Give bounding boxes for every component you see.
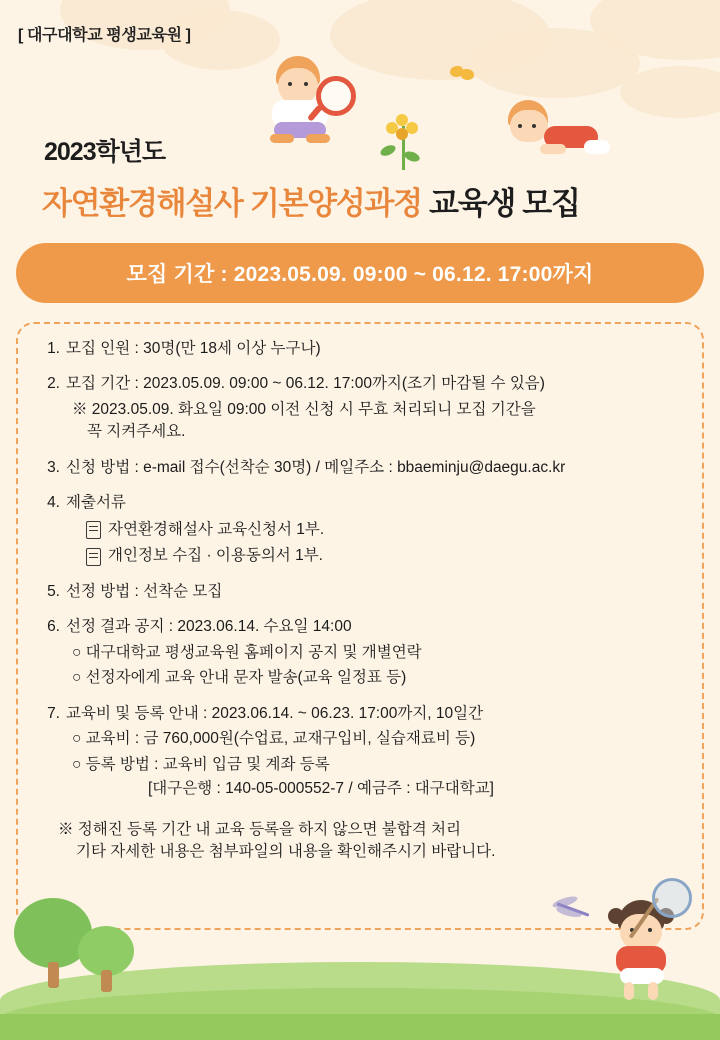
document-icon [86, 548, 101, 566]
eye-icon [304, 82, 308, 86]
document-row [86, 519, 690, 541]
face-icon [278, 68, 318, 104]
leaf-icon [379, 143, 397, 158]
list-item-note: 꼭 지켜주세요. [87, 423, 186, 441]
document-label: 자연환경해설사 교육신청서 1부. [108, 520, 325, 538]
bank-account-info: [대구은행 : 140-05-000552-7 / 예금주 : 대구대학교] [148, 780, 494, 798]
recruit-period-text: 모집 기간 : 2023.05.09. 09:00 ~ 06.12. 17:00까지 [126, 263, 594, 286]
list-item-note: ○ 대구대학교 평생교육원 홈페이지 공지 및 개별연락 [72, 643, 422, 661]
list-item-text: 제출서류 [66, 494, 126, 512]
list-item-note: ○ 등록 방법 : 교육비 입금 및 계좌 등록 [72, 755, 330, 773]
list-item-note: ○ 교육비 : 금 760,000원(수업료, 교재구입비, 실습재료비 등) [72, 730, 476, 748]
list-item-number: 6. [47, 618, 60, 636]
page-title-course: 자연환경해설사 기본양성과정 [42, 186, 422, 221]
list-item-number: 4. [47, 494, 60, 512]
cloud-decoration [620, 66, 720, 118]
face-icon [510, 110, 548, 142]
recruit-period-banner [16, 243, 704, 303]
leg-icon [624, 982, 634, 1000]
list-item [40, 616, 690, 689]
document-icon [86, 521, 101, 539]
list-item [40, 457, 690, 479]
flower-illustration [374, 108, 434, 170]
list-item-number: 5. [47, 582, 60, 600]
girl-with-net-illustration [602, 900, 702, 1010]
list-item-number: 7. [47, 704, 60, 722]
magnifier-icon [316, 76, 356, 116]
list-item-note: ※ 2023.05.09. 화요일 09:00 이전 신청 시 무효 처리되니 모집 기간을 [72, 400, 536, 418]
list-item [40, 373, 690, 443]
list-item-number: 2. [47, 375, 60, 393]
footer-note-line1: ※ 정해진 등록 기간 내 교육 등록을 하지 않으면 불합격 처리 [58, 820, 461, 838]
page-title-suffix: 교육생 모집 [429, 186, 580, 221]
list-item-text: 모집 인원 : 30명(만 18세 이상 누구나) [66, 340, 321, 357]
footer-note-line2: 기타 자세한 내용은 첨부파일의 내용을 확인해주시기 바랍니다. [76, 842, 496, 860]
pants-icon [584, 140, 610, 154]
eye-icon [648, 928, 652, 932]
tree-icon [78, 926, 134, 992]
hair-bun-icon [608, 908, 624, 924]
eye-icon [518, 124, 522, 128]
document-row [86, 545, 690, 567]
arm-icon [540, 144, 566, 154]
boy-with-magnifier-illustration [252, 52, 362, 142]
list-item-number: 3. [47, 458, 60, 476]
list-item-number: 1. [47, 340, 60, 357]
list-item-text: 신청 방법 : e-mail 접수(선착순 30명) / 메일주소 : bbaeminju@daegu.ac.kr [66, 458, 566, 476]
eye-icon [288, 82, 292, 86]
list-item-text: 모집 기간 : 2023.05.09. 09:00 ~ 06.12. 17:00까지(조기 마감될 수 있음) [66, 375, 545, 393]
page-subtitle-year: 2023학년도 [44, 138, 166, 166]
list-item-text: 선정 결과 공지 : 2023.06.14. 수요일 14:00 [66, 618, 352, 636]
details-list [40, 338, 690, 863]
list-item [40, 703, 690, 801]
hill-front [0, 1014, 720, 1040]
list-item-text: 교육비 및 등록 안내 : 2023.06.14. ~ 06.23. 17:00까지, 10일간 [66, 704, 484, 722]
document-label: 개인정보 수집 · 이용동의서 1부. [108, 547, 323, 565]
list-item [40, 492, 690, 567]
list-item [40, 581, 690, 603]
leaf-icon [403, 150, 421, 164]
page-title [42, 178, 580, 223]
flower-center [396, 128, 408, 140]
eye-icon [532, 124, 536, 128]
boy-lying-illustration [500, 100, 610, 160]
butterfly-net-icon [652, 878, 692, 918]
organization-label: [ 대구대학교 평생교육원 ] [18, 27, 191, 44]
list-item-note: ○ 선정자에게 교육 안내 문자 발송(교육 일정표 등) [72, 669, 407, 687]
shoe-icon [270, 134, 294, 143]
shoe-icon [306, 134, 330, 143]
list-item-text: 선정 방법 : 선착순 모집 [66, 582, 223, 600]
list-item [40, 338, 690, 360]
leg-icon [648, 982, 658, 1000]
